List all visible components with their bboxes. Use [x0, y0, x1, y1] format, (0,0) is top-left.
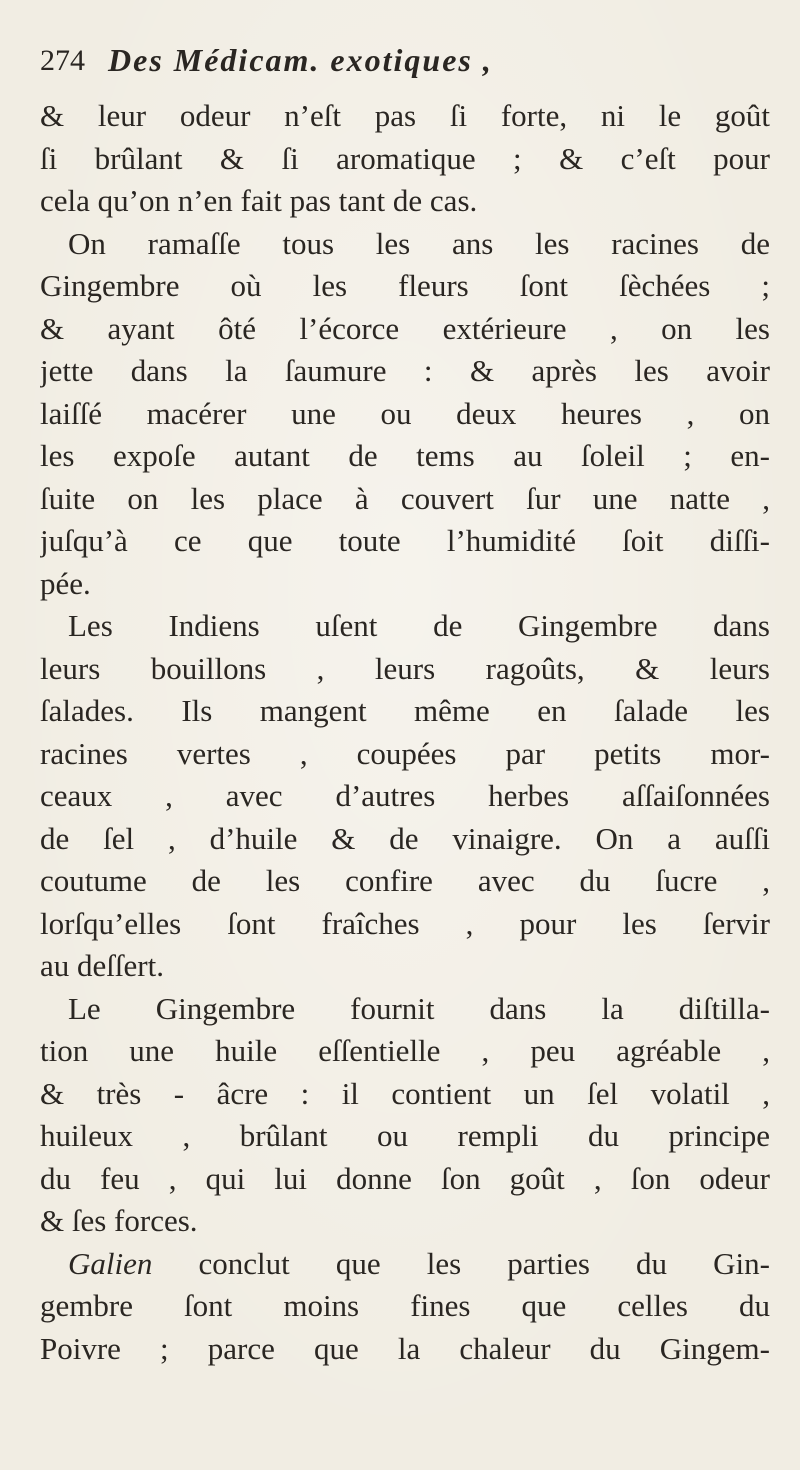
text-line: ceaux , avec d’autres herbes aſſaiſonnées — [40, 778, 770, 813]
text-line: & ſes forces. — [40, 1203, 198, 1238]
text-line: ſuite on les place à couvert ſur une natte , — [40, 480, 770, 516]
italic-name: Galien — [68, 1245, 153, 1281]
text-line: Gingembre où les fleurs ſont ſèchées ; — [40, 268, 770, 303]
text-line: gembre ſont moins fines que celles du — [40, 1288, 770, 1323]
text-line: les expoſe autant de tems au ſoleil ; en- — [40, 438, 770, 473]
text-line: leurs bouillons , leurs ragoûts, & leurs — [40, 650, 770, 686]
text-line: racines vertes , coupées par petits mor- — [40, 735, 770, 771]
page-header — [40, 42, 770, 92]
text-line: & ayant ôté l’écorce extérieure , on les — [40, 310, 770, 346]
page-number: 274 — [40, 44, 85, 77]
text-line: ſalades. Ils mangent même en ſalade les — [40, 693, 770, 728]
text-line: laiſſé macérer une ou deux heures , on — [40, 395, 770, 431]
text-line: pée. — [40, 565, 91, 601]
text-line: Les Indiens uſent de Gingembre dans — [68, 608, 770, 643]
line-text: conclut que les parties du Gin- — [152, 1245, 770, 1281]
text-line: Le Gingembre fournit dans la diſtilla- — [68, 990, 770, 1026]
text-line: jette dans la ſaumure : & après les avoir — [40, 353, 770, 388]
text-line — [40, 1243, 770, 1286]
body-text — [40, 95, 770, 1370]
text-line: du feu , qui lui donne ſon goût , ſon odeur — [40, 1160, 770, 1196]
text-line: au deſſert. — [40, 948, 164, 983]
text-line: ſi brûlant & ſi aromatique ; & c’eſt pour — [40, 140, 770, 176]
text-line: huileux , brûlant ou rempli du principe — [40, 1118, 770, 1153]
text-line: coutume de les confire avec du ſucre , — [40, 863, 770, 898]
text-line: lorſqu’elles ſont fraîches , pour les ſervir — [40, 905, 770, 941]
text-line: & leur odeur n’eſt pas ſi forte, ni le goût — [40, 98, 770, 133]
text-line: juſqu’à ce que toute l’humidité ſoit diſſi- — [40, 523, 770, 558]
text-line: Poivre ; parce que la chaleur du Gingem- — [40, 1330, 770, 1366]
text-line: cela qu’on n’en fait pas tant de cas. — [40, 183, 478, 218]
text-line: On ramaſſe tous les ans les racines de — [68, 225, 770, 261]
text-line: & très - âcre : il contient un ſel volatil , — [40, 1075, 770, 1111]
text-line: de ſel , d’huile & de vinaigre. On a auſſi — [40, 820, 770, 856]
running-head: Des Médicam. exotiques , — [108, 42, 493, 78]
text-line: tion une huile eſſentielle , peu agréable , — [40, 1033, 770, 1068]
